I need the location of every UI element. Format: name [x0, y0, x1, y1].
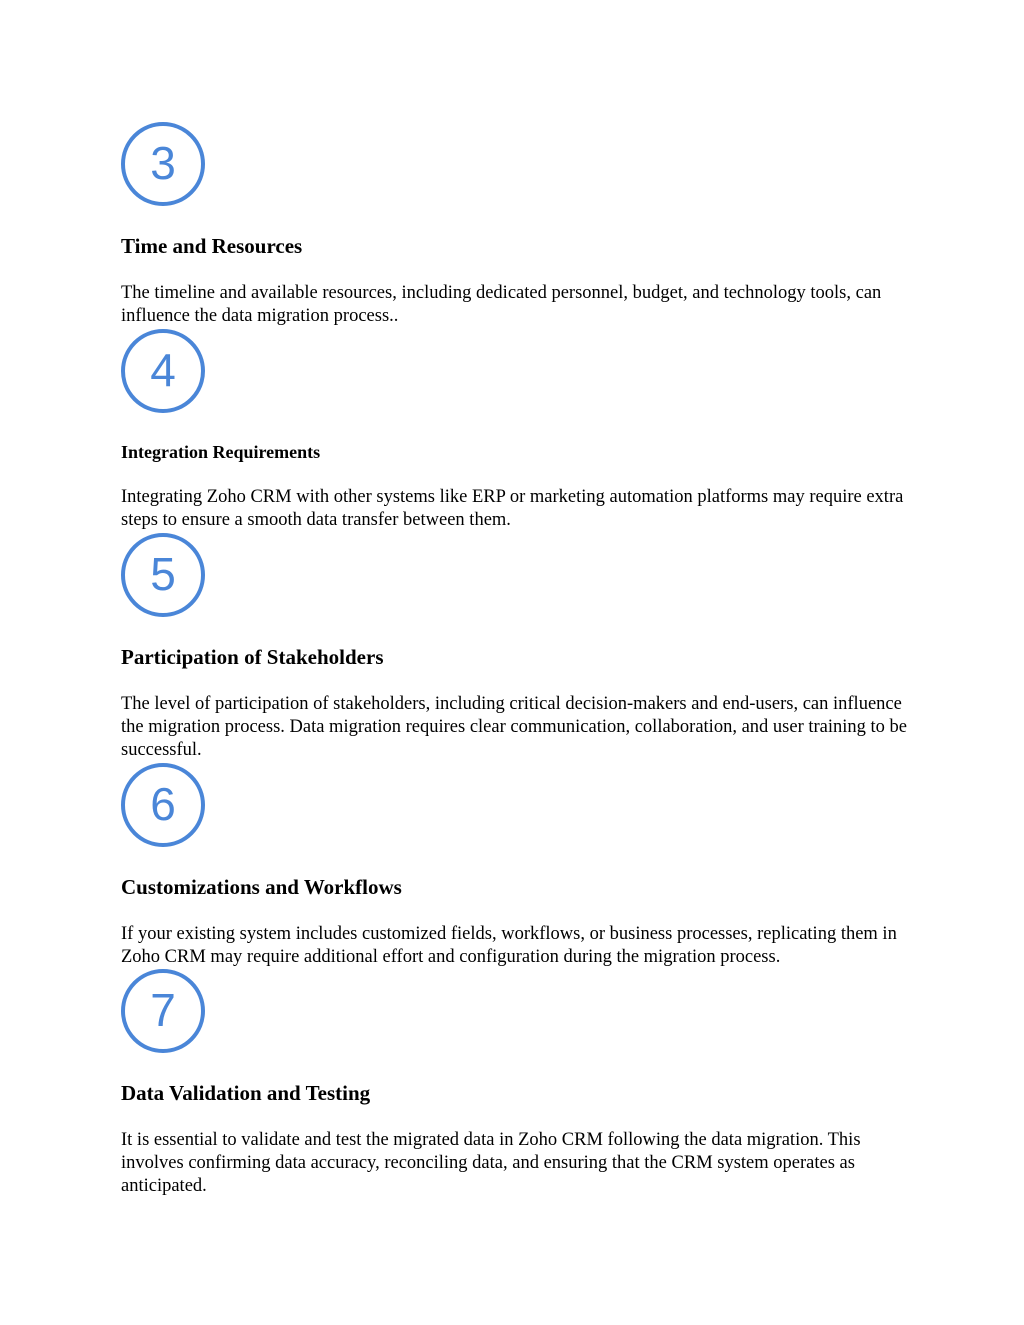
circled-number-4-icon [121, 329, 205, 413]
section-body: If your existing system includes customized fields, workflows, or business processes, replicating them in Zoho CRM may require additional effort and configuration during the migration process. [121, 924, 897, 967]
section-title: Data Validation and Testing [121, 1081, 371, 1105]
section-title: Integration Requirements [121, 442, 321, 462]
circled-number-5-icon [121, 533, 205, 617]
step-number: 7 [150, 984, 176, 1036]
circled-number-3-icon [121, 122, 205, 206]
section-title: Time and Resources [121, 234, 303, 258]
step-number: 3 [150, 137, 176, 189]
section-body: Integrating Zoho CRM with other systems like ERP or marketing automation platforms may require extra steps to ensure a smooth data transfer between them. [121, 487, 904, 530]
section-body: The level of participation of stakeholders, including critical decision-makers and end-users, can influence the migration process. Data migration requires clear communication, collaboration, and user training to be successful. [121, 694, 907, 760]
circled-number-7-icon [121, 969, 205, 1053]
section-title: Participation of Stakeholders [121, 645, 384, 669]
step-number: 5 [150, 548, 176, 600]
section-body: The timeline and available resources, including dedicated personnel, budget, and technology tools, can influence the data migration process.. [121, 283, 882, 326]
section-title: Customizations and Workflows [121, 875, 402, 899]
circled-number-6-icon [121, 763, 205, 847]
section-body: It is essential to validate and test the migrated data in Zoho CRM following the data migration. This involves confirming data accuracy, reconciling data, and ensuring that the CRM system operates as anticipated. [121, 1130, 861, 1196]
step-number: 6 [150, 778, 176, 830]
step-number: 4 [150, 344, 176, 396]
